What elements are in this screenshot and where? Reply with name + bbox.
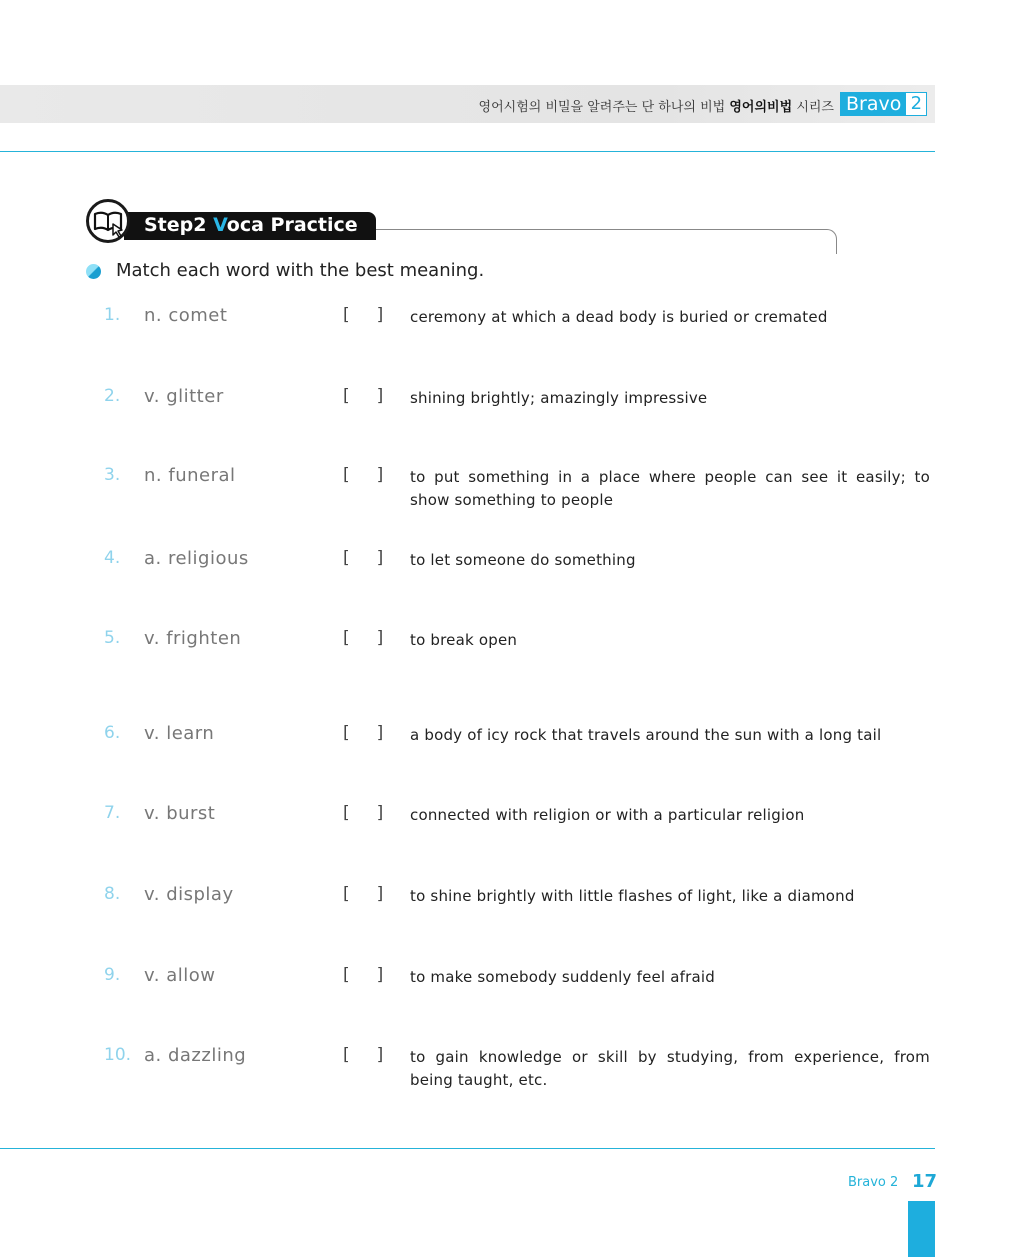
instruction: Match each word with the best meaning.: [116, 260, 485, 281]
answer-blank[interactable]: [ ]: [343, 1045, 384, 1065]
answer-blank[interactable]: [ ]: [343, 884, 384, 904]
item-word: n. funeral: [144, 465, 236, 486]
footer-brand: Bravo 2: [848, 1175, 899, 1190]
item-meaning: to gain knowledge or skill by studying, from experience, from being taught, etc.: [410, 1048, 930, 1089]
page-tab: [908, 1201, 935, 1257]
item-number: 5.: [104, 628, 121, 648]
item-meaning: a body of icy rock that travels around the sun with a long tail: [410, 726, 882, 744]
item-word: a. religious: [144, 548, 249, 569]
bottom-divider: [0, 1148, 935, 1149]
item-word: n. comet: [144, 305, 228, 326]
answer-blank[interactable]: [ ]: [343, 723, 384, 743]
item-word: v. learn: [144, 723, 215, 744]
item-number: 8.: [104, 884, 121, 904]
item-word: v. frighten: [144, 628, 242, 649]
step-highlight: V: [213, 214, 227, 236]
item-number: 2.: [104, 386, 121, 406]
step-prefix: Step2: [144, 214, 214, 236]
answer-blank[interactable]: [ ]: [343, 965, 384, 985]
item-meaning: shining brightly; amazingly impressive: [410, 389, 708, 407]
item-number: 7.: [104, 803, 121, 823]
item-number: 4.: [104, 548, 121, 568]
item-meaning: to break open: [410, 631, 518, 649]
item-meaning: ceremony at which a dead body is buried or cremated: [410, 308, 828, 326]
item-word: v. glitter: [144, 386, 224, 407]
bullet-dot-icon: [86, 264, 101, 279]
page-number: 17: [912, 1171, 938, 1192]
answer-blank[interactable]: [ ]: [343, 386, 384, 406]
item-meaning: to make somebody suddenly feel afraid: [410, 968, 715, 986]
answer-blank[interactable]: [ ]: [343, 628, 384, 648]
item-number: 6.: [104, 723, 121, 743]
answer-blank[interactable]: [ ]: [343, 803, 384, 823]
brand-name: Bravo: [840, 92, 905, 116]
item-number: 10.: [104, 1045, 132, 1065]
item-meaning: connected with religion or with a particular religion: [410, 806, 805, 824]
answer-blank[interactable]: [ ]: [343, 465, 384, 485]
item-word: v. allow: [144, 965, 216, 986]
step-underline: [376, 229, 837, 254]
step-title: [144, 214, 358, 236]
answer-blank[interactable]: [ ]: [343, 305, 384, 325]
step-rest: oca Practice: [226, 214, 358, 236]
top-divider: [0, 151, 935, 152]
item-word: a. dazzling: [144, 1045, 247, 1066]
tagline-text: 영어시험의 비밀을 알려주는 단 하나의 비법: [478, 100, 726, 115]
item-meaning: to shine brightly with little flashes of light, like a diamond: [410, 887, 855, 905]
step-heading: [124, 212, 376, 240]
header-tagline: [479, 96, 834, 115]
brand-number: 2: [905, 92, 927, 116]
series-name: 영어의비법: [729, 100, 793, 115]
item-number: 1.: [104, 305, 121, 325]
item-word: v. display: [144, 884, 234, 905]
brand-badge: [840, 92, 927, 116]
item-meaning: to let someone do something: [410, 551, 636, 569]
item-meaning: to put something in a place where people can see it easily; to show something to people: [410, 468, 930, 509]
item-number: 9.: [104, 965, 121, 985]
item-number: 3.: [104, 465, 121, 485]
series-suffix: 시리즈: [796, 100, 834, 115]
open-book-icon: [86, 199, 130, 243]
answer-blank[interactable]: [ ]: [343, 548, 384, 568]
item-word: v. burst: [144, 803, 216, 824]
